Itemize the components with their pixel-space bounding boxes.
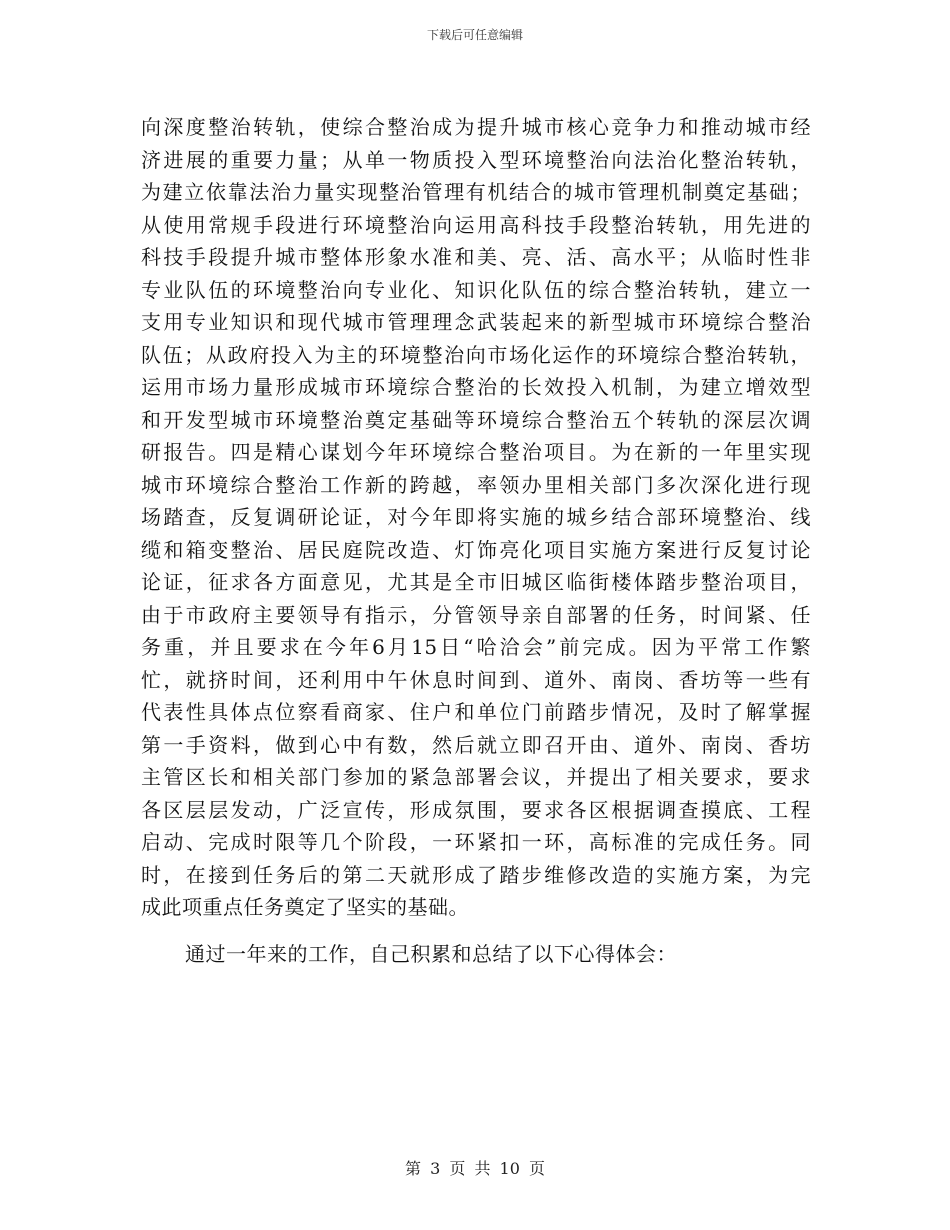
text-line: 通过一年来的工作，自己积累和总结了以下心得体会： [185,941,677,966]
text-line: 和开发型城市环境整治奠定基础等环境综合整治五个转轨的深层次调 [141,407,811,432]
paragraph-1 [141,111,811,924]
text-line: 缆和箱变整治、居民庭院改造、灯饰亮化项目实施方案进行反复讨论 [141,537,811,562]
text-line: 主管区长和相关部门参加的紧急部署会议，并提出了相关要求，要求 [141,765,811,789]
text-line: 时，在接到任务后的第二天就形成了踏步维修改造的实施方案，为完 [141,862,811,887]
page-header-note: 下载后可任意编辑 [426,28,523,42]
text-line: 代表性具体点位察看商家、住户和单位门前踏步情况，及时了解掌握 [141,700,811,724]
text-line: 研报告。四是精心谋划今年环境综合整治项目。为在新的一年里实现 [141,440,811,464]
text-line: 场踏查，反复调研论证，对今年即将实施的城乡结合部环境整治、线 [141,505,811,529]
text-line: 由于市政府主要领导有指示，分管领导亲自部署的任务，时间紧、任 [141,602,811,627]
text-line: 队伍；从政府投入为主的环境整治向市场化运作的环境综合整治转轨， [141,342,811,367]
text-line: 向深度整治转轨，使综合整治成为提升城市核心竞争力和推动城市经 [141,115,811,139]
text-line: 忙，就挤时间，还利用中午休息时间到、道外、南岗、香坊等一些有 [141,667,811,692]
paragraph-gap [141,924,811,938]
text-line: 运用市场力量形成城市环境综合整治的长效投入机制，为建立增效型 [141,375,811,399]
document-body [141,111,811,970]
text-line: 启动、完成时限等几个阶段，一环紧扣一环，高标准的完成任务。同 [141,830,811,854]
page-number: 第 3 页 共 10 页 [405,1159,545,1178]
text-line: 科技手段提升城市整体形象水准和美、亮、活、高水平；从临时性非 [141,245,811,269]
text-line: 支用专业知识和现代城市管理理念武装起来的新型城市环境综合整治 [141,310,811,334]
text-line: 城市环境综合整治工作新的跨越，率领办里相关部门多次深化进行现 [141,472,811,497]
text-line: 济进展的重要力量；从单一物质投入型环境整治向法治化整治转轨， [141,147,811,172]
text-line: 论证，征求各方面意见，尤其是全市旧城区临街楼体踏步整治项目， [141,570,811,594]
text-line: 成此项重点任务奠定了坚实的基础。 [141,895,469,919]
text-line: 第一手资料，做到心中有数，然后就立即召开由、道外、南岗、香坊 [141,732,811,757]
text-line: 从使用常规手段进行环境整治向运用高科技手段整治转轨，用先进的 [141,212,811,237]
text-line: 各区层层发动，广泛宣传，形成氛围，要求各区根据调查摸底、工程 [141,797,811,822]
paragraph-2 [141,938,811,971]
text-line: 专业队伍的环境整治向专业化、知识化队伍的综合整治转轨，建立一 [141,277,811,302]
text-line: 务重，并且要求在今年6月15日“哈洽会”前完成。因为平常工作繁 [141,635,811,659]
text-line: 为建立依靠法治力量实现整治管理有机结合的城市管理机制奠定基础； [141,180,811,204]
